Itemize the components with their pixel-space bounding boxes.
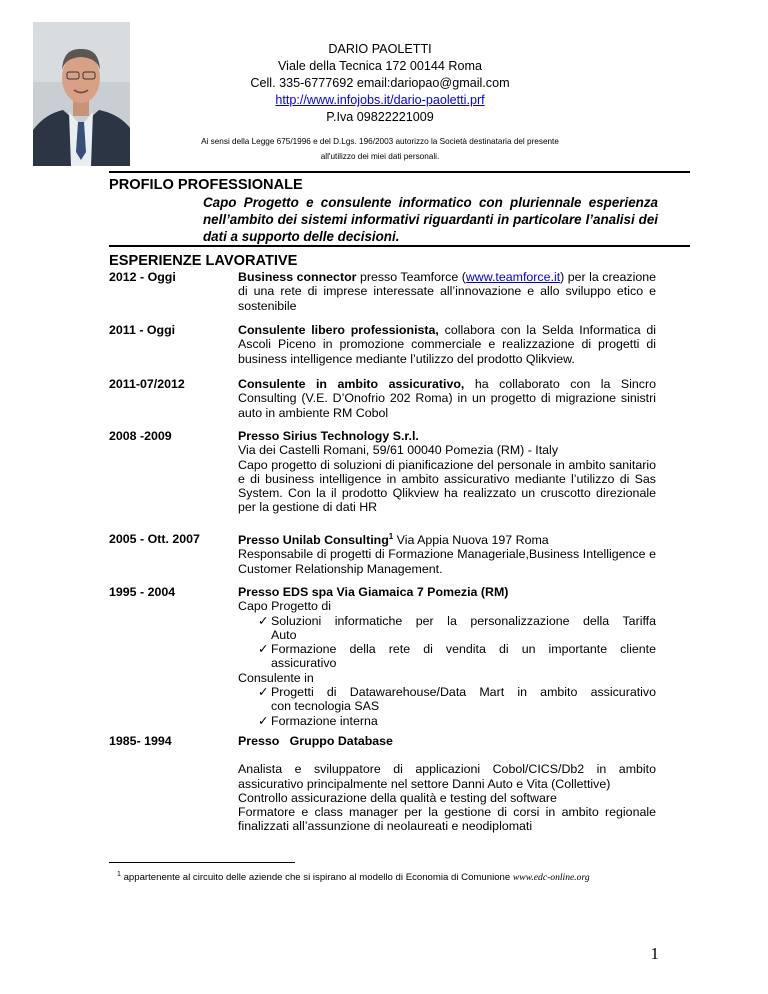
- role: Consulente libero professionista,: [238, 323, 439, 337]
- privacy-line-1: Ai sensi della Legge 675/1996 e del D.Lgs. 196/2003 autorizzo la Società destinataria del presente: [201, 137, 559, 146]
- teamforce-link[interactable]: www.teamforce.it: [465, 270, 561, 284]
- divider: [109, 245, 690, 247]
- experience-year: 2008 -2009: [109, 429, 172, 443]
- checklist-item: ✓ Progetti di Datawarehouse/Data Mart in ambito assicurativo: [258, 685, 656, 700]
- experience-year: 2011-07/2012: [109, 377, 185, 391]
- profile-link[interactable]: http://www.infojobs.it/dario-paoletti.prf: [275, 93, 485, 107]
- experience-year: 2011 - Oggi: [109, 323, 176, 337]
- page-number: 1: [650, 944, 659, 963]
- privacy-notice: [140, 136, 620, 163]
- privacy-line-2: all'utilizzo dei miei dati personali.: [320, 152, 440, 161]
- contact-info: Cell. 335-6777692 email:dariopao@gmail.com: [250, 76, 510, 90]
- check-icon: ✓: [258, 613, 269, 628]
- text: presso Teamforce (: [356, 270, 466, 284]
- text: Responsabile di progetti di Formazione Manageriale,Business Intelligence e Customer Relationship Management.: [238, 547, 656, 576]
- checklist-item: ✓ Formazione della rete di vendita di un importante cliente: [258, 642, 656, 657]
- role: Business connector: [238, 270, 357, 284]
- divider: [109, 171, 690, 173]
- company: Presso EDS spa Via Giamaica 7 Pomezia (RM): [238, 585, 509, 599]
- text: Capo progetto di soluzioni di pianificazione del personale in ambito sanitario e di business intelligence in ambito assicurativo mediante l’utilizzo di Sas System. Con la il prodotto Qlikview ha realizzato un cruscotto direzionale per la gestione di dati HR: [238, 457, 656, 515]
- role: Consulente in ambito assicurativo,: [238, 377, 465, 391]
- checklist-item-cont: assicurativo: [271, 656, 337, 671]
- presso: Presso: [238, 734, 280, 748]
- company: Gruppo Database: [289, 734, 393, 748]
- experience-description: [238, 270, 656, 313]
- footnote-site: www.edc-online.org: [512, 872, 590, 884]
- checklist-item-cont: Auto: [271, 627, 297, 642]
- footnote-mark: 1: [388, 532, 394, 541]
- text: Controllo assicurazione della qualità e testing del software: [238, 790, 557, 805]
- experience-description: [238, 429, 656, 515]
- text: ) per la creazione di una rete di imprese interessate all’innovazione e allo sviluppo etico e sostenibile: [238, 270, 656, 313]
- profile-photo: [33, 22, 130, 166]
- text: Formatore e class manager per la gestione di corsi in ambito regionale finalizzati all’assunzione di neolaureati e neodiplomati: [238, 805, 656, 834]
- experience-description: [238, 585, 656, 728]
- check-icon: ✓: [258, 642, 269, 657]
- footnote-text: appartenente al circuito delle aziende che si ispirano al modello di Economia di Comunione: [120, 872, 513, 884]
- footnote-number: 1: [117, 871, 121, 878]
- experience-year: 1985- 1994: [109, 734, 172, 748]
- section-title-profile: PROFILO PROFESSIONALE: [109, 177, 303, 193]
- text: Analista e sviluppatore di applicazioni Cobol/CICS/Db2 in ambito assicurativo principalmente nel settore Danni Auto e Vita (Collettive): [238, 762, 656, 791]
- text: ha collaborato con la Sincro Consulting (V.E. D’Onofrio 202 Roma) in un progetto di migrazione sinistri auto in ambiente RM Cobol: [238, 377, 656, 420]
- experience-description: [238, 377, 656, 420]
- experience-description: [238, 323, 656, 366]
- experience-description: [238, 734, 656, 834]
- address: Via dei Castelli Romani, 59/61 00040 Pomezia (RM) - Italy: [238, 443, 559, 458]
- experience-year: 1995 - 2004: [109, 585, 176, 599]
- check-icon: ✓: [258, 713, 269, 728]
- footnote-separator: [109, 862, 295, 863]
- experience-description: [238, 530, 656, 576]
- check-icon: ✓: [258, 685, 269, 700]
- experience-year: 2012 - Oggi: [109, 270, 176, 284]
- text: Capo Progetto di: [238, 599, 331, 614]
- text: collabora con la Selda Informatica di Ascoli Piceno in promozione commerciale e realizzazione di progetti di business intelligence mediante l’utilizzo del prodotto Qlikview.: [238, 323, 657, 366]
- person-name: DARIO PAOLETTI: [328, 42, 432, 56]
- profile-text: Capo Progetto e consulente informatico con pluriennale esperienza nell’ambito dei sistemi informativi riguardanti in particolare l’analisi dei dati a supporto delle decisioni.: [203, 195, 658, 244]
- address: Via Appia Nuova 197 Roma: [393, 533, 549, 548]
- text: Consulente in: [238, 670, 314, 685]
- checklist-item: ✓ Formazione interna: [258, 713, 378, 728]
- footnote: [117, 871, 590, 883]
- checklist-item-cont: con tecnologia SAS: [271, 699, 380, 714]
- vat-number: P.Iva 09822221009: [326, 110, 434, 124]
- company: Presso Sirius Technology S.r.l.: [238, 429, 419, 443]
- contact-header: [140, 41, 620, 126]
- address: Viale della Tecnica 172 00144 Roma: [278, 59, 482, 73]
- company: Presso Unilab Consulting: [238, 533, 389, 548]
- checklist-item: ✓ Soluzioni informatiche per la personalizzazione della Tariffa: [258, 613, 656, 628]
- experience-year: 2005 - Ott. 2007: [109, 532, 200, 546]
- section-title-experience: ESPERIENZE LAVORATIVE: [109, 253, 298, 269]
